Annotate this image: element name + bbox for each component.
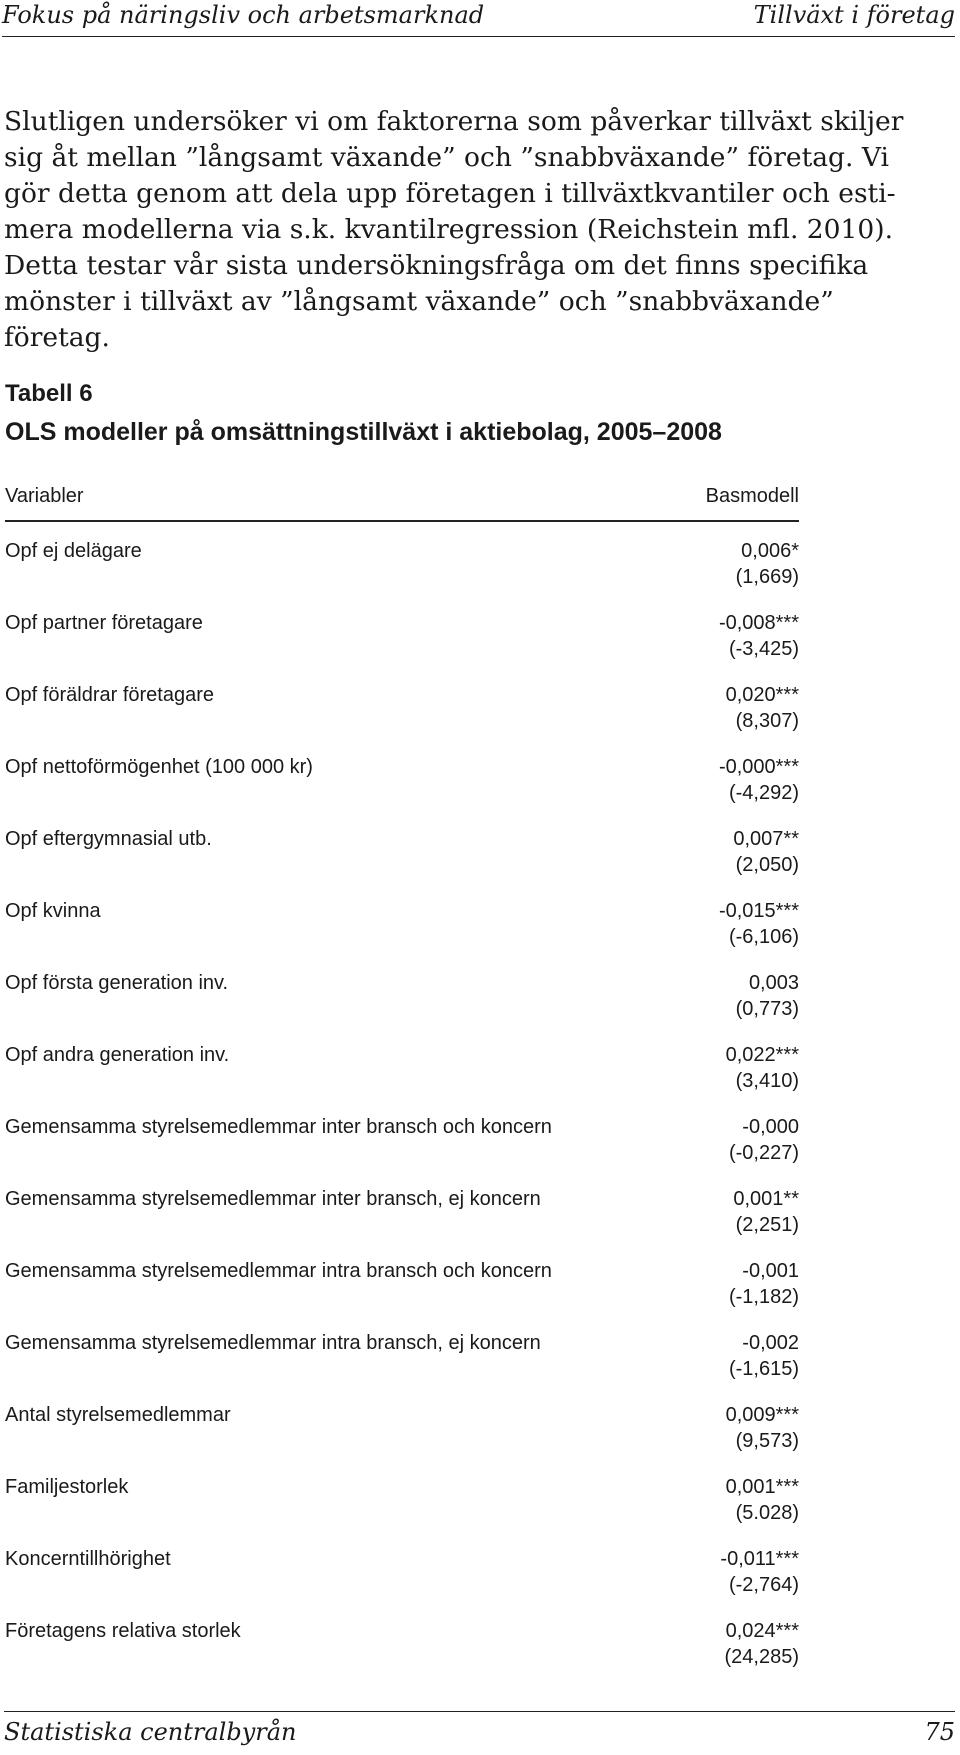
row-coefficient: -0,011*** [720, 1548, 799, 1570]
page-number: 75 [924, 1718, 955, 1746]
table-row [5, 1242, 799, 1314]
row-t-statistic: (3,410) [735, 1070, 799, 1092]
table-row [5, 1602, 799, 1674]
table-row [5, 1314, 799, 1386]
table-row [5, 594, 799, 666]
row-coefficient: -0,000*** [718, 756, 799, 778]
column-header-variables: Variabler [5, 485, 84, 507]
row-t-statistic: (2,251) [735, 1214, 799, 1236]
table-row [5, 882, 799, 954]
running-header [2, 0, 955, 37]
body-line: gör detta genom att dela upp företagen i tillväxtkvantiler och esti- [4, 178, 896, 209]
table-row [5, 1170, 799, 1242]
row-coefficient: 0,007** [733, 828, 799, 850]
row-coefficient: 0,024*** [725, 1620, 799, 1642]
table-row [5, 1098, 799, 1170]
row-variable-label: Gemensamma styrelsemedlemmar intra bransch, ej koncern [5, 1332, 541, 1354]
header-section-title: Fokus på näringsliv och arbetsmarknad [2, 1, 485, 29]
body-line: företag. [4, 322, 110, 353]
row-t-statistic: (-4,292) [728, 782, 799, 804]
row-coefficient: 0,009*** [725, 1404, 799, 1426]
row-t-statistic: (8,307) [735, 710, 799, 732]
table-row [5, 1026, 799, 1098]
row-t-statistic: (2,050) [735, 854, 799, 876]
column-header-model: Basmodell [705, 485, 799, 507]
row-variable-label: Gemensamma styrelsemedlemmar inter bransch och koncern [5, 1116, 552, 1138]
table-row [5, 810, 799, 882]
row-variable-label: Gemensamma styrelsemedlemmar inter bransch, ej koncern [5, 1188, 541, 1210]
row-coefficient: -0,015*** [718, 900, 799, 922]
footer-publisher: Statistiska centralbyrån [4, 1718, 297, 1746]
row-coefficient: -0,002 [742, 1332, 799, 1354]
body-line: Slutligen undersöker vi om faktorerna som påverkar tillväxt skiljer [4, 106, 904, 137]
row-variable-label: Opf kvinna [5, 900, 101, 922]
table-row [5, 738, 799, 810]
row-t-statistic: (-2,764) [728, 1574, 799, 1596]
body-line: mönster i tillväxt av ”långsamt växande” och ”snabbväxande” [4, 286, 834, 317]
row-variable-label: Koncerntillhörighet [5, 1548, 171, 1570]
row-variable-label: Opf andra generation inv. [5, 1044, 230, 1066]
row-coefficient: 0,020*** [725, 684, 799, 706]
table-row [5, 954, 799, 1026]
row-variable-label: Opf nettoförmögenhet (100 000 kr) [5, 756, 313, 778]
row-variable-label: Opf ej delägare [5, 540, 142, 562]
row-variable-label: Företagens relativa storlek [5, 1620, 241, 1642]
table-body [5, 522, 799, 1674]
row-coefficient: 0,001** [733, 1188, 799, 1210]
row-coefficient: 0,006* [741, 540, 799, 562]
table-label: Tabell 6 [5, 380, 93, 407]
row-t-statistic: (1,669) [735, 566, 799, 588]
row-coefficient: -0,001 [742, 1260, 799, 1282]
row-t-statistic: (-1,615) [728, 1358, 799, 1380]
row-t-statistic: (5.028) [735, 1502, 799, 1524]
row-t-statistic: (24,285) [724, 1646, 799, 1668]
row-t-statistic: (9,573) [735, 1430, 799, 1452]
body-paragraph [4, 104, 944, 356]
table-row [5, 1458, 799, 1530]
row-coefficient: -0,000 [742, 1116, 799, 1138]
table-title: OLS modeller på omsättningstillväxt i aktiebolag, 2005–2008 [5, 418, 722, 446]
body-line: mera modellerna via s.k. kvantilregression (Reichstein mfl. 2010). [4, 214, 894, 245]
running-footer [4, 1711, 955, 1752]
regression-table [5, 470, 799, 1674]
table-row [5, 666, 799, 738]
row-t-statistic: (-3,425) [728, 638, 799, 660]
row-variable-label: Opf första generation inv. [5, 972, 229, 994]
table-row [5, 1386, 799, 1458]
row-coefficient: -0,008*** [718, 612, 799, 634]
row-coefficient: 0,022*** [725, 1044, 799, 1066]
row-coefficient: 0,001*** [725, 1476, 799, 1498]
row-variable-label: Familjestorlek [5, 1476, 129, 1498]
body-line: Detta testar vår sista undersökningsfråga om det finns specifika [4, 250, 869, 281]
row-variable-label: Opf partner företagare [5, 612, 203, 634]
row-variable-label: Opf föräldrar företagare [5, 684, 214, 706]
row-coefficient: 0,003 [748, 972, 799, 994]
body-line: sig åt mellan ”långsamt växande” och ”snabbväxande” företag. Vi [4, 142, 889, 173]
row-variable-label: Gemensamma styrelsemedlemmar intra bransch och koncern [5, 1260, 552, 1282]
row-variable-label: Antal styrelsemedlemmar [5, 1404, 231, 1426]
table-row [5, 522, 799, 594]
row-t-statistic: (0,773) [735, 998, 799, 1020]
table-row [5, 1530, 799, 1602]
table-header [5, 470, 799, 514]
row-t-statistic: (-6,106) [728, 926, 799, 948]
row-variable-label: Opf eftergymnasial utb. [5, 828, 212, 850]
row-t-statistic: (-1,182) [728, 1286, 799, 1308]
header-chapter-title: Tillväxt i företag [753, 1, 955, 29]
row-t-statistic: (-0,227) [728, 1142, 799, 1164]
